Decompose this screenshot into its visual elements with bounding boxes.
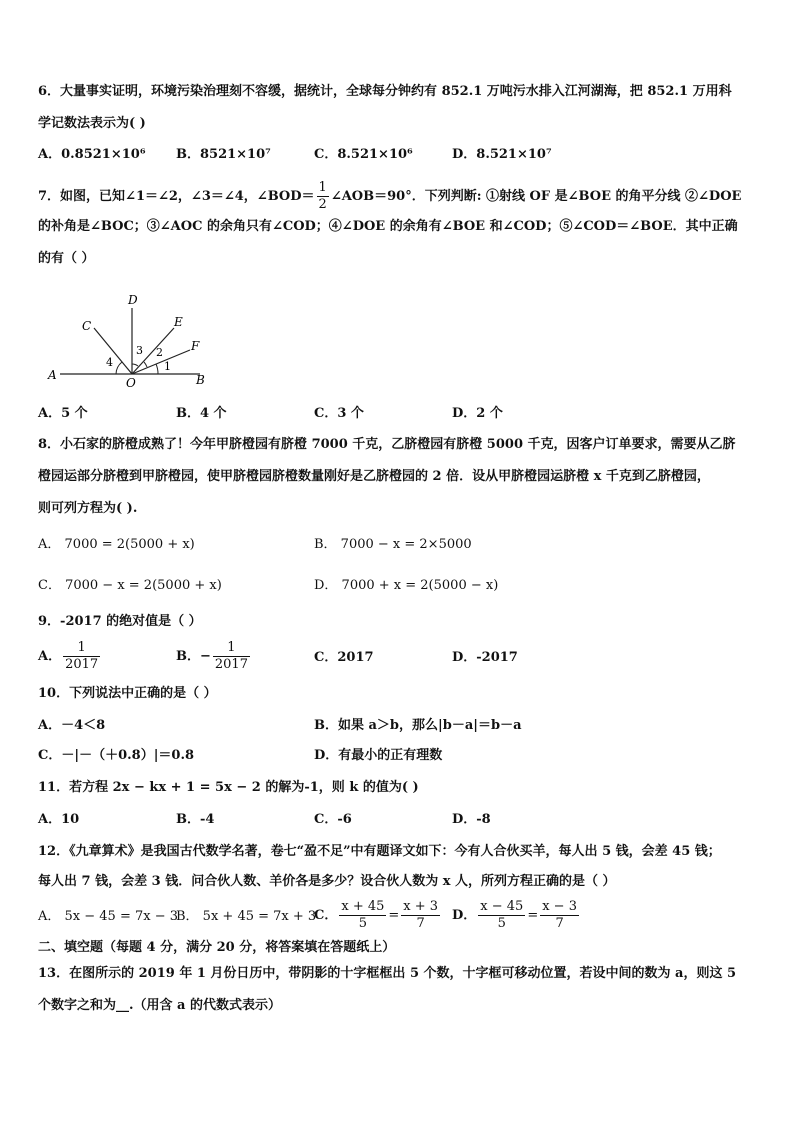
q7-line1a: 7．如图，已知∠1＝∠2，∠3＝∠4，∠BOD＝ xyxy=(38,189,315,204)
q7-line2: 的补角是∠BOC；③∠AOC 的余角只有∠COD；④∠DOE 的余角有∠BOE 和∠COD；⑤∠COD＝∠BOE．其中正确 xyxy=(38,219,738,234)
section-2-title: 二、填空题（每题 4 分，满分 20 分，将答案填在答题纸上） xyxy=(38,940,396,955)
q12-option-d xyxy=(452,899,581,932)
label-2: 2 xyxy=(156,346,163,359)
q11-option-c: C．-6 xyxy=(314,812,352,827)
label-3: 3 xyxy=(136,344,143,357)
q7-line1 xyxy=(38,180,758,213)
arc-2 xyxy=(144,362,147,367)
q12-option-d-label: D． xyxy=(452,908,477,923)
q9-line1: 9．-2017 的绝对值是（ ） xyxy=(38,614,202,629)
q9-option-a-label: A． xyxy=(38,649,62,664)
label-a: A xyxy=(48,368,57,382)
q13-line2: 个数字之和为__.（用含 a 的代数式表示） xyxy=(38,998,282,1013)
q10-line1: 10．下列说法中正确的是（ ） xyxy=(38,686,217,701)
label-b: B xyxy=(196,373,205,387)
label-4: 4 xyxy=(106,356,113,369)
q12-c-frac1 xyxy=(339,899,386,932)
q12-option-b xyxy=(176,907,316,927)
label-d: D xyxy=(128,293,138,307)
arc-4 xyxy=(116,362,122,374)
label-c: C xyxy=(82,319,92,333)
q7-frac-den: 2 xyxy=(318,197,327,212)
q7-line1b: ∠AOB＝90°．下列判断: ①射线 OF 是∠BOE 的角平分线 ②∠DOE xyxy=(330,189,742,204)
label-o: O xyxy=(126,376,136,390)
q9-a-den: 2017 xyxy=(65,657,99,672)
q7-frac-num: 1 xyxy=(318,180,327,195)
q10-option-a: A．－4＜8 xyxy=(38,718,106,733)
q11-option-b: B．-4 xyxy=(176,812,215,827)
q12-option-a-text: A． 5x − 45 = 7x − 3 xyxy=(38,909,179,924)
label-f: F xyxy=(191,339,200,353)
q9-option-a-frac xyxy=(63,640,100,673)
q11-line1: 11．若方程 2x − kx + 1 = 5x − 2 的解为-1，则 k 的值为( ) xyxy=(38,780,419,795)
arc-1 xyxy=(156,364,158,374)
q6-option-b: B．8521×10⁷ xyxy=(176,147,271,162)
q12-line1: 12．《九章算术》是我国古代数学名著，卷七“盈不足”中有题译文如下：今有人合伙买羊，每人出 5 钱，会差 45 钱； xyxy=(38,844,721,859)
q12-d-frac2 xyxy=(540,899,579,932)
q9-option-b xyxy=(176,640,252,673)
q12-option-c xyxy=(314,899,442,932)
q12-c-n1: x + 45 xyxy=(341,899,385,914)
label-1: 1 xyxy=(164,360,171,373)
q12-option-b-text: B． 5x + 45 = 7x + 3 xyxy=(176,909,317,924)
q9-option-a xyxy=(38,640,102,673)
q9-option-b-frac xyxy=(213,640,250,673)
q12-d-n2: x − 3 xyxy=(542,899,577,914)
q6-option-a: A．0.8521×10⁶ xyxy=(38,147,146,162)
q8-line3: 则可列方程为( ). xyxy=(38,501,138,516)
q8-line1: 8．小石家的脐橙成熟了！今年甲脐橙园有脐橙 7000 千克，乙脐橙园有脐橙 5000 千克，因客户订单要求，需要从乙脐 xyxy=(38,437,736,452)
q12-d-frac1 xyxy=(478,899,525,932)
q9-a-num: 1 xyxy=(77,640,86,655)
q7-option-c: C．3 个 xyxy=(314,406,364,421)
q7-option-a: A．5 个 xyxy=(38,406,88,421)
ray-oc xyxy=(94,328,132,374)
q12-c-n2: x + 3 xyxy=(403,899,439,914)
q8-option-d-text: D． 7000 + x = 2(5000 − x) xyxy=(314,578,499,593)
q12-option-a xyxy=(38,907,178,927)
q9-option-d: D．-2017 xyxy=(452,650,518,665)
q11-option-a: A．10 xyxy=(38,812,80,827)
q12-c-eq: = xyxy=(388,908,400,923)
q7-option-b: B．4 个 xyxy=(176,406,227,421)
q10-option-d: D．有最小的正有理数 xyxy=(314,748,443,763)
q6-line2: 学记数法表示为( ) xyxy=(38,116,146,131)
q12-c-d2: 7 xyxy=(401,915,440,932)
q11-option-d: D．-8 xyxy=(452,812,491,827)
q6-line1: 6．大量事实证明，环境污染治理刻不容缓，据统计，全球每分钟约有 852.1 万吨污水排入江河湖海，把 852.1 万用科 xyxy=(38,84,732,99)
q13-line1: 13．在图所示的 2019 年 1 月份日历中，带阴影的十字框框出 5 个数，十字框可移动位置，若设中间的数为 a，则这 5 xyxy=(38,966,737,981)
q7-angle-figure xyxy=(40,290,220,390)
q12-d-d1: 5 xyxy=(478,915,525,932)
q9-b-num: 1 xyxy=(227,640,236,655)
q9-b-den: 2017 xyxy=(214,657,248,672)
q12-d-n1: x − 45 xyxy=(480,899,524,914)
q8-option-b xyxy=(314,535,472,555)
q8-option-a-text: A． 7000 = 2(5000 + x) xyxy=(38,537,195,552)
q10-option-b: B．如果 a＞b，那么|b－a|＝b－a xyxy=(314,718,522,733)
q12-d-d2: 7 xyxy=(540,915,579,932)
q12-d-eq: = xyxy=(527,908,539,923)
q12-line2: 每人出 7 钱，会差 3 钱．问合伙人数、羊价各是多少？设合伙人数为 x 人，所列方程正确的是（ ） xyxy=(38,874,616,889)
q8-option-c-text: C． 7000 − x = 2(5000 + x) xyxy=(38,578,222,593)
arc-3 xyxy=(132,364,138,366)
label-e: E xyxy=(174,315,183,329)
q12-option-c-label: C． xyxy=(314,908,338,923)
q8-option-c xyxy=(38,576,222,596)
q6-option-d: D．8.521×10⁷ xyxy=(452,147,552,162)
q7-option-d: D．2 个 xyxy=(452,406,503,421)
q8-line2: 橙园运部分脐橙到甲脐橙园，使甲脐橙园脐橙数量刚好是乙脐橙园的 2 倍．设从甲脐橙园运脐橙 x 千克到乙脐橙园， xyxy=(38,469,710,484)
q9-option-c: C．2017 xyxy=(314,650,374,665)
q8-option-b-text: B． 7000 − x = 2×5000 xyxy=(314,537,472,552)
q7-line3: 的有（ ） xyxy=(38,251,95,266)
q12-c-d1: 5 xyxy=(339,915,386,932)
q6-option-c: C．8.521×10⁶ xyxy=(314,147,413,162)
q7-fraction xyxy=(317,180,329,213)
q12-c-frac2 xyxy=(401,899,440,932)
q10-option-c: C．－|－（＋0.8）|＝0.8 xyxy=(38,748,195,763)
q8-option-d xyxy=(314,576,498,596)
q9-option-b-label: B．− xyxy=(176,649,211,664)
q8-option-a xyxy=(38,535,195,555)
